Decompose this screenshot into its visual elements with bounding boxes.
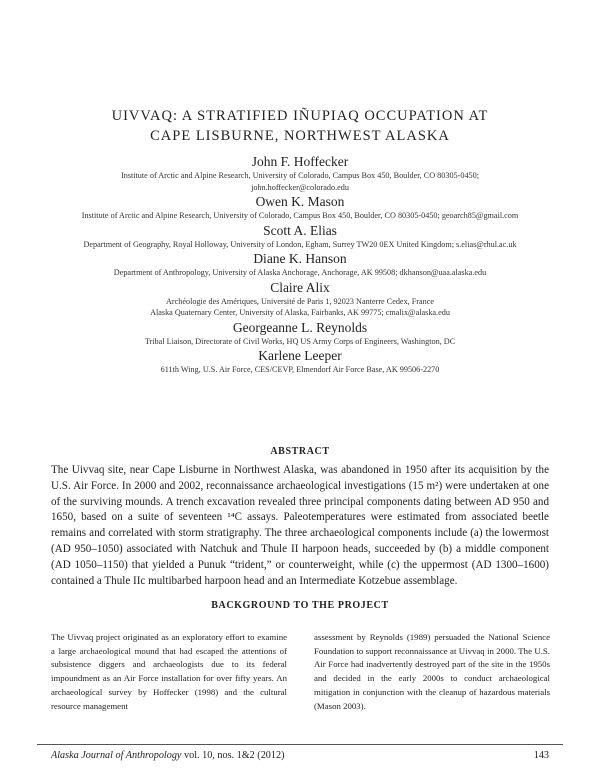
footer-citation: [51, 750, 284, 761]
page-number: 143: [533, 750, 549, 761]
author-block: [20, 348, 580, 376]
author-block: [20, 251, 580, 279]
abstract-heading: ABSTRACT: [270, 446, 330, 457]
background-paragraph-right: assessment by Reynolds (1989) persuaded the National Science Foundation to support reconnaissance at Uivvaq in 2000. The U.S. Air Force had inadvertently destroyed part of the site in the 1950s and decided in the early 2000s to conduct archaeological mitigation in conjunction with the cleanup of hazardous materials (Mason 2003).: [314, 632, 550, 711]
title-line-2: CAPE LISBURNE, NORTHWEST ALASKA: [150, 128, 450, 144]
author-block: [20, 194, 580, 222]
author-affiliation: Tribal Liaison, Directorate of Civil Works, HQ US Army Corps of Engineers, Washington, DC: [144, 336, 456, 346]
author-name: Claire Alix: [270, 279, 330, 295]
author-list: [20, 153, 580, 376]
background-heading: BACKGROUND TO THE PROJECT: [211, 600, 389, 611]
author-block: [20, 320, 580, 348]
author-affiliation: Department of Anthropology, University of Alaska Anchorage, Anchorage, AK 99508; dkhanson@uaa.alaska.edu: [113, 268, 487, 277]
journal-name: Alaska Journal of Anthropology: [51, 750, 182, 761]
abstract-paragraph: The Uivvaq site, near Cape Lisburne in Northwest Alaska, was abandoned in 1950 after its acquisition by the U.S. Air Force. In 2000 and 2002, reconnaissance archaeological investigations (15 m²) were undertaken at one of the surviving mounds. A trench excavation revealed three principal components dating between AD 950 and 1650, based on a suite of seventeen ¹⁴C assays. Paleotemperatures were estimated from associated beetle remains and correlated with storm stratigraphy. The three archaeological components include (a) the lowermost (AD 950–1050) associated with Natchuk and Thule II harpoon heads, succeeded by (b) a middle component (AD 1050–1150) that yielded a Punuk “trident,” or counterweight, while (c) the uppermost (AD 1300–1600) contained a Thule IIc multibarbed harpoon head and an Intermediate Kotzebue assemblage.: [51, 464, 549, 587]
author-email: john.hoffecker@colorado.edu: [251, 182, 349, 192]
author-block: [20, 223, 580, 251]
author-block: [20, 280, 580, 319]
title-line-1: UIVVAQ: A STRATIFIED IÑUPIAQ OCCUPATION AT: [111, 108, 489, 124]
author-name: Diane K. Hanson: [253, 251, 347, 266]
journal-volume: vol. 10, nos. 1&2 (2012): [184, 750, 285, 761]
author-block: [20, 154, 580, 193]
author-affiliation: Archéologie des Amériques, Université de Paris 1, 92023 Nanterre Cedex, France: [165, 296, 435, 306]
author-affiliation: 611th Wing, U.S. Air Force, CES/CEVP, Elmendorf Air Force Base, AK 99506-2270: [160, 365, 440, 374]
author-affiliation: Institute of Arctic and Alpine Research, University of Colorado, Campus Box 450, Boulder, CO 80305-0450;: [120, 171, 480, 180]
author-name: Owen K. Mason: [255, 194, 345, 209]
paper-title: [60, 106, 540, 146]
author-name: Scott A. Elias: [263, 222, 337, 238]
author-name: Georgeanne L. Reynolds: [232, 319, 368, 335]
abstract-body: [51, 463, 549, 589]
author-affiliation: Institute of Arctic and Alpine Research, University of Colorado, Campus Box 450, Boulder, CO 80305-0450; geoarch85@gmail.com: [81, 211, 519, 220]
author-name: Karlene Leeper: [258, 348, 342, 363]
author-name: John F. Hoffecker: [251, 154, 349, 169]
left-column: [51, 631, 287, 713]
footer-divider: [37, 744, 563, 745]
background-paragraph-left: The Uivvaq project originated as an exploratory effort to examine a large archaeological mound that had escaped the attentions of subsistence diggers and archaeologists due to its federal impoundment as an Air Force installation for over fifty years. An archaeological survey by Hoffecker (1998) and the cultural resource management: [51, 632, 287, 711]
author-affiliation: Alaska Quaternary Center, University of Alaska, Fairbanks, AK 99775; cmalix@alaska.edu: [150, 308, 450, 317]
right-column: [314, 631, 550, 713]
author-affiliation: Department of Geography, Royal Holloway, University of London, Egham, Surrey TW20 0EX United Kingdom; s.elias@rhul.ac.uk: [83, 239, 517, 249]
